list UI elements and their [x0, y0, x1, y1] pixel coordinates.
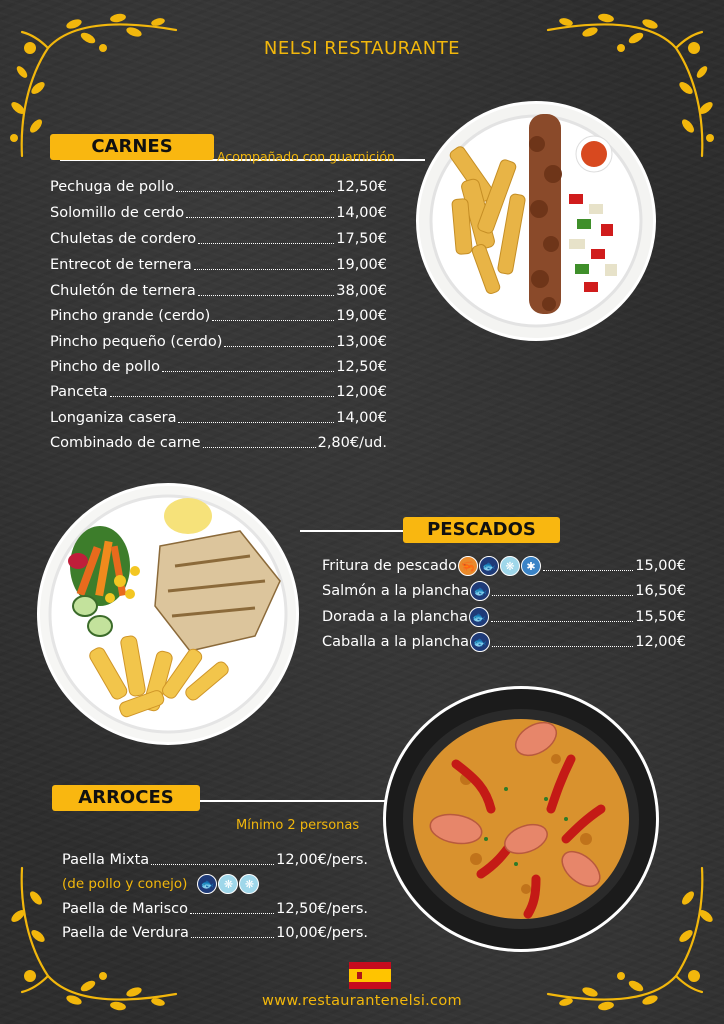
paella-mixta-description: (de pollo y conejo) — [62, 876, 188, 892]
menu-item — [50, 408, 387, 428]
pescados-heading: PESCADOS — [403, 517, 560, 543]
leader-dots — [492, 646, 633, 647]
item-price: 10,00€/pers. — [276, 925, 368, 941]
leader-dots — [190, 913, 274, 914]
menu-item — [62, 899, 368, 919]
menu-item — [50, 382, 387, 402]
shell-icon: ❋ — [218, 874, 238, 894]
leader-dots — [186, 217, 334, 218]
item-price: 14,00€ — [336, 410, 387, 426]
shrimp-icon: 🦐 — [458, 556, 478, 576]
item-name: Chuletón de ternera — [50, 283, 196, 299]
restaurant-name: NELSI RESTAURANTE — [263, 38, 461, 59]
menu-item — [50, 255, 387, 275]
menu-item — [322, 632, 686, 652]
leader-dots — [198, 243, 334, 244]
item-name: Pincho de pollo — [50, 359, 161, 375]
pescados-divider — [300, 530, 410, 532]
leader-dots — [224, 346, 334, 347]
allergen-icons — [470, 581, 490, 601]
menu-item — [50, 357, 387, 377]
menu-item — [62, 850, 368, 870]
leader-dots — [110, 396, 335, 397]
allergen-icons — [469, 607, 489, 627]
leader-dots — [151, 864, 274, 865]
skewer-plate-photo — [416, 101, 656, 341]
fish-icon: 🐟 — [470, 581, 490, 601]
carnes-note: Acompañado con guarnición — [217, 149, 395, 164]
item-name: Chuletas de cordero — [50, 231, 197, 247]
leader-dots — [191, 937, 274, 938]
menu-item-sub — [62, 874, 368, 894]
fish-plate-photo — [37, 483, 299, 745]
menu-item — [50, 281, 387, 301]
leader-dots — [203, 447, 316, 448]
arroces-note: Mínimo 2 personas — [236, 818, 360, 833]
menu-item — [50, 203, 387, 223]
item-name: Caballa a la plancha — [322, 634, 470, 650]
menu-item — [322, 581, 686, 601]
item-name: Paella Mixta — [62, 852, 150, 868]
leader-dots — [543, 570, 633, 571]
item-name: Dorada a la plancha — [322, 609, 468, 625]
item-price: 15,00€ — [635, 558, 686, 574]
menu-item — [50, 332, 387, 352]
shell-icon: ❋ — [239, 874, 259, 894]
spain-flag-icon — [349, 962, 391, 989]
item-price: 12,50€ — [336, 179, 387, 195]
item-price: 19,00€ — [336, 257, 387, 273]
allergen-icons — [197, 874, 259, 894]
item-name: Paella de Verdura — [62, 925, 189, 941]
menu-item — [322, 556, 686, 576]
fish-icon: 🐟 — [479, 556, 499, 576]
menu-item — [50, 306, 387, 326]
item-name: Fritura de pescado — [322, 558, 457, 574]
shell-icon: ❋ — [500, 556, 520, 576]
item-price: 2,80€/ud. — [317, 435, 387, 451]
leader-dots — [194, 269, 335, 270]
fish-icon: 🐟 — [469, 607, 489, 627]
item-name: Pechuga de pollo — [50, 179, 174, 195]
item-name: Longaniza casera — [50, 410, 177, 426]
allergen-icons — [470, 632, 490, 652]
fish-icon: 🐟 — [470, 632, 490, 652]
item-price: 15,50€ — [635, 609, 686, 625]
item-price: 17,50€ — [336, 231, 387, 247]
item-price: 13,00€ — [336, 334, 387, 350]
leader-dots — [176, 191, 334, 192]
menu-item — [322, 607, 686, 627]
item-name: Pincho grande (cerdo) — [50, 308, 211, 324]
item-name: Pincho pequeño (cerdo) — [50, 334, 223, 350]
item-price: 19,00€ — [336, 308, 387, 324]
item-price: 12,00€ — [635, 634, 686, 650]
item-price: 12,50€ — [336, 359, 387, 375]
menu-item — [62, 923, 368, 943]
item-name: Combinado de carne — [50, 435, 201, 451]
item-price: 16,50€ — [635, 583, 686, 599]
item-price: 38,00€ — [336, 283, 387, 299]
carnes-heading: CARNES — [50, 134, 214, 160]
item-price: 12,50€/pers. — [276, 901, 368, 917]
leader-dots — [492, 595, 633, 596]
item-price: 14,00€ — [336, 205, 387, 221]
arroces-heading: ARROCES — [52, 785, 200, 811]
item-name: Salmón a la plancha — [322, 583, 470, 599]
item-name: Panceta — [50, 384, 108, 400]
menu-item — [50, 177, 387, 197]
leader-dots — [212, 320, 334, 321]
menu-item — [50, 229, 387, 249]
item-name: Paella de Marisco — [62, 901, 188, 917]
crab-icon: ✱ — [521, 556, 541, 576]
leader-dots — [491, 621, 633, 622]
item-name: Entrecot de ternera — [50, 257, 192, 273]
menu-item — [50, 433, 387, 453]
leader-dots — [198, 295, 334, 296]
leader-dots — [178, 422, 334, 423]
item-price: 12,00€/pers. — [276, 852, 368, 868]
allergen-icons — [458, 556, 541, 576]
fish-icon: 🐟 — [197, 874, 217, 894]
paella-photo — [383, 686, 659, 952]
item-price: 12,00€ — [336, 384, 387, 400]
leader-dots — [162, 371, 334, 372]
website-link[interactable]: www.restaurantenelsi.com — [262, 993, 462, 1009]
item-name: Solomillo de cerdo — [50, 205, 185, 221]
